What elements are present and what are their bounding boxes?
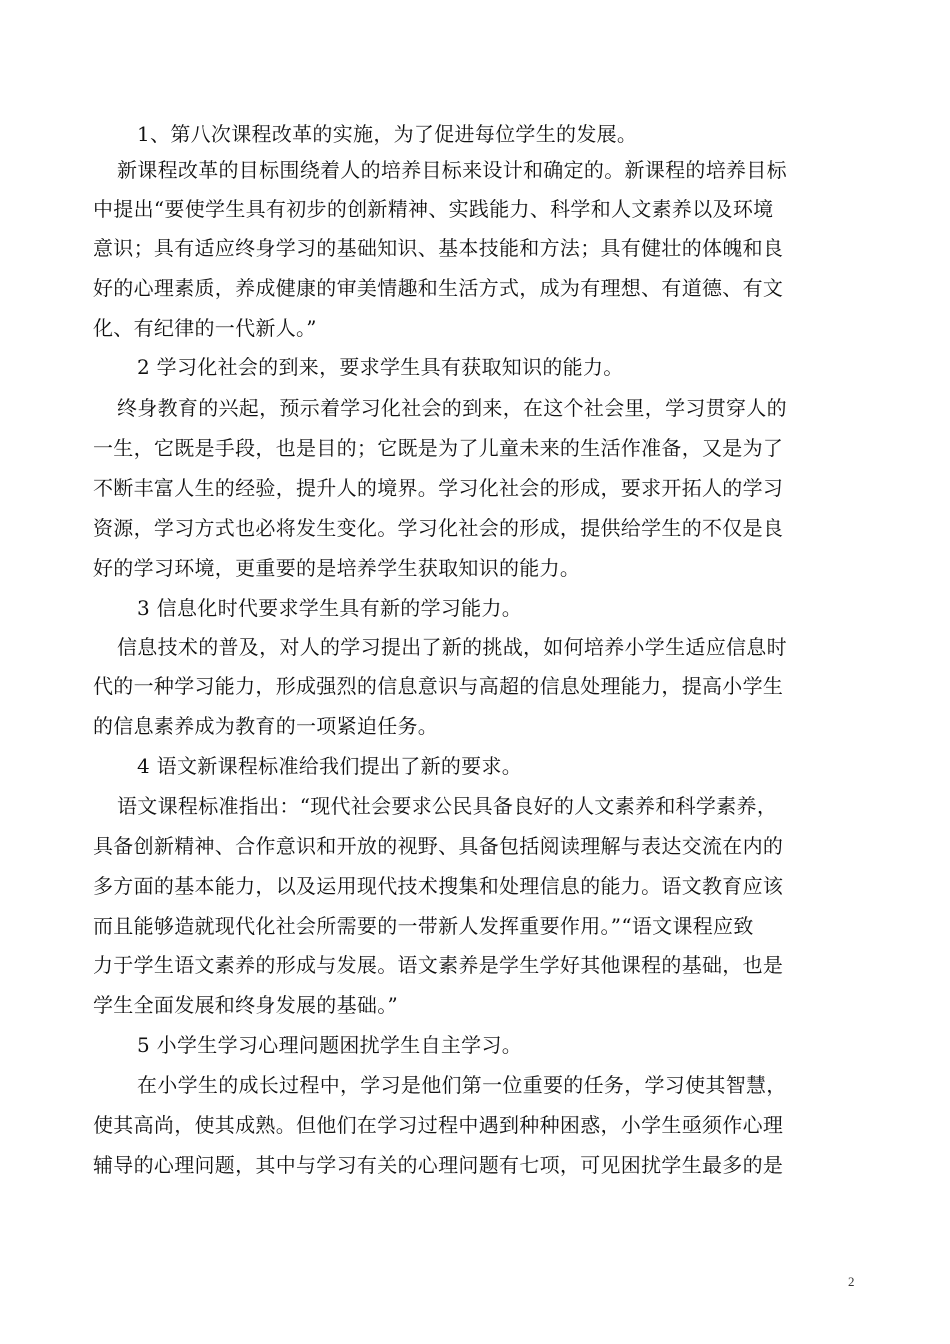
heading-line-4: 4 语文新课程标准给我们提出了新的要求。	[137, 754, 523, 778]
paragraph-line: 使其高尚，使其成熟。但他们在学习过程中遇到种种困惑，小学生亟须作心理	[93, 1113, 784, 1137]
paragraph-line: 学生全面发展和终身发展的基础。”	[93, 993, 399, 1017]
paragraph-line: 语文课程标准指出：“现代社会要求公民具备良好的人文素养和科学素养，	[117, 794, 778, 818]
paragraph-line: 多方面的基本能力，以及运用现代技术搜集和处理信息的能力。语文教育应该	[93, 874, 784, 898]
paragraph-line: 化、有纪律的一代新人。”	[93, 316, 317, 340]
paragraph-line: 意识；具有适应终身学习的基础知识、基本技能和方法；具有健壮的体魄和良	[93, 236, 784, 260]
paragraph-line: 力于学生语文素养的形成与发展。语文素养是学生学好其他课程的基础，也是	[93, 953, 784, 977]
paragraph-line: 资源，学习方式也必将发生变化。学习化社会的形成，提供给学生的不仅是良	[93, 516, 784, 540]
paragraph-line: 信息技术的普及，对人的学习提出了新的挑战，如何培养小学生适应信息时	[117, 635, 787, 659]
paragraph-line: 终身教育的兴起，预示着学习化社会的到来，在这个社会里，学习贯穿人的	[117, 396, 787, 420]
paragraph-line: 而且能够造就现代化社会所需要的一带新人发挥重要作用。”“语文课程应致	[93, 914, 754, 938]
paragraph-line: 代的一种学习能力，形成强烈的信息意识与高超的信息处理能力，提高小学生	[93, 674, 784, 698]
paragraph-line: 辅导的心理问题，其中与学习有关的心理问题有七项，可见困扰学生最多的是	[93, 1153, 784, 1177]
paragraph-line: 具备创新精神、合作意识和开放的视野、具备包括阅读理解与表达交流在内的	[93, 834, 784, 858]
paragraph-line: 一生，它既是手段，也是目的；它既是为了儿童未来的生活作准备，又是为了	[93, 436, 784, 460]
paragraph-line: 中提出“要使学生具有初步的创新精神、实践能力、科学和人文素养以及环境	[93, 197, 774, 221]
paragraph-line: 好的学习环境，更重要的是培养学生获取知识的能力。	[93, 556, 581, 580]
page-number: 2	[848, 1274, 855, 1289]
paragraph-line: 的信息素养成为教育的一项紧迫任务。	[93, 714, 439, 738]
paragraph-line: 好的心理素质，养成健康的审美情趣和生活方式，成为有理想、有道德、有文	[93, 276, 784, 300]
heading-line-5: 5 小学生学习心理问题困扰学生自主学习。	[137, 1033, 523, 1057]
heading-line-2: 2 学习化社会的到来，要求学生具有获取知识的能力。	[137, 355, 624, 379]
paragraph-line: 新课程改革的目标围绕着人的培养目标来设计和确定的。新课程的培养目标	[117, 158, 787, 182]
heading-line-3: 3 信息化时代要求学生具有新的学习能力。	[137, 596, 523, 620]
heading-line-1: 1、第八次课程改革的实施，为了促进每位学生的发展。	[137, 122, 638, 146]
paragraph-line: 在小学生的成长过程中，学习是他们第一位重要的任务，学习使其智慧，	[137, 1073, 787, 1097]
paragraph-line: 不断丰富人生的经验，提升人的境界。学习化社会的形成，要求开拓人的学习	[93, 476, 784, 500]
